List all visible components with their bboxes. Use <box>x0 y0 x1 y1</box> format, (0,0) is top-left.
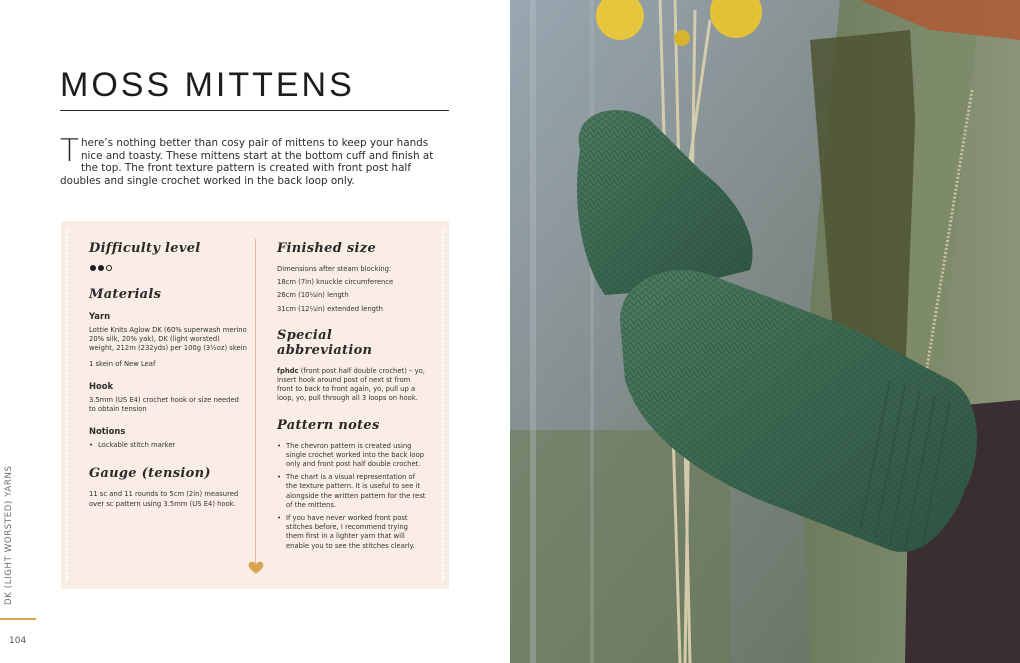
notions-heading: Notions <box>89 426 126 437</box>
materials-heading: Materials <box>89 287 162 302</box>
finished-intro: Dimensions after steam blocking: <box>277 265 392 273</box>
card-left-column <box>89 241 247 515</box>
mittens-photo <box>510 0 1020 663</box>
list-item: • Lockable stitch marker <box>98 441 247 450</box>
yarn-amount: 1 skein of New Leaf <box>89 359 156 368</box>
notions-list <box>89 441 247 450</box>
gauge-heading: Gauge (tension) <box>89 466 211 482</box>
intro-dropcap: T <box>60 133 79 169</box>
card-right-column <box>277 241 427 555</box>
finished-size-heading: Finished size <box>277 241 377 256</box>
abbreviation-heading: Special abbreviation <box>277 327 373 358</box>
title-rule <box>60 110 449 111</box>
hook-heading: Hook <box>89 380 114 391</box>
page-number-rule <box>0 618 36 620</box>
page-title: MOSS MITTENS <box>60 66 355 104</box>
pattern-info-card <box>61 221 449 589</box>
difficulty-rating <box>90 265 247 271</box>
abbreviation-definition: (front post half double crochet) – yo, insert hook around post of next st from front to back to front again, yo, pull up a loop, yo, pull through all 3 loops on hook. <box>277 366 425 403</box>
page-number: 104 <box>9 636 27 646</box>
list-item: • The chart is a visual representation of the texture pattern. It is useful to see it alongside the written pattern for the rest of the mittens. <box>286 473 427 510</box>
section-sidebar-label <box>4 465 20 605</box>
intro-text: here’s nothing better than cosy pair of mittens to keep your hands nice and toasty. These mittens start at the bottom cuff and finish at the top. The front texture pattern is created with front post half doubles and single crochet worked in the back loop only. <box>60 137 434 187</box>
photo-illustration <box>510 0 1020 663</box>
difficulty-dot-filled <box>98 265 104 271</box>
abbreviation-term: fphdc <box>277 366 299 375</box>
hook-text: 3.5mm (US E4) crochet hook or size needed to obtain tension <box>89 395 239 414</box>
pattern-notes-list <box>277 442 427 551</box>
pattern-notes-heading: Pattern notes <box>277 417 380 433</box>
list-item: • If you have never worked front post stitches before, I recommend trying them first in a lighter yarn that will enable you to see the stitches clearly. <box>286 514 427 551</box>
finished-item: 18cm (7in) knuckle circumference <box>277 278 394 287</box>
gauge-text: 11 sc and 11 rounds to 5cm (2in) measured over sc pattern using 3.5mm (US E4) hook. <box>89 490 239 508</box>
card-divider <box>255 239 256 564</box>
card-stitch-left <box>66 229 68 581</box>
heart-icon <box>247 558 265 576</box>
abbreviation-text <box>277 367 427 404</box>
list-item: • The chevron pattern is created using single crochet worked into the back loop only and front post half double crochet. <box>286 442 427 470</box>
card-stitch-right <box>442 229 444 581</box>
difficulty-dot-filled <box>90 265 96 271</box>
difficulty-dot-empty <box>106 265 112 271</box>
finished-item: 31cm (12¼in) extended length <box>277 304 383 313</box>
difficulty-heading: Difficulty level <box>89 241 201 256</box>
intro-paragraph <box>60 133 450 187</box>
finished-item: 26cm (10¼in) length <box>277 291 349 300</box>
yarn-heading: Yarn <box>89 311 111 321</box>
yarn-text: Lottie Knits Aglow DK (60% superwash merino 20% silk, 20% yak), DK (light worsted) weight, 212m (232yds) per 100g (3½oz) skein <box>89 326 247 353</box>
section-label-text: DK (LIGHT WORSTED) YARNS <box>4 465 14 605</box>
